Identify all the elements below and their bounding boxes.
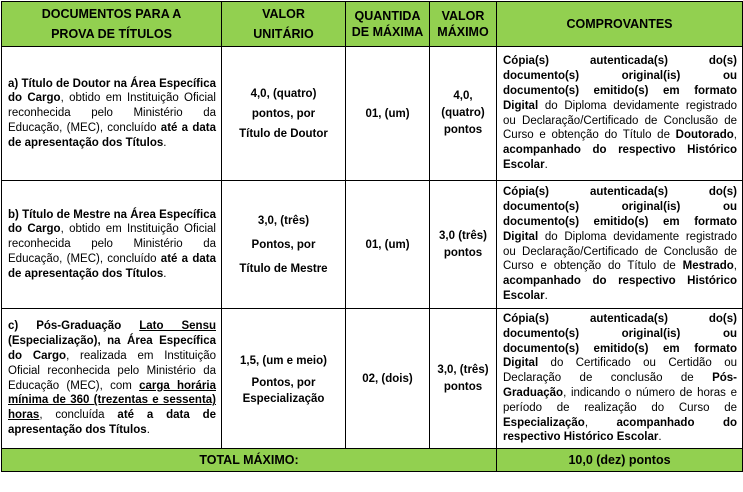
header-row bbox=[2, 2, 743, 47]
header-documents-line2: PROVA DE TÍTULOS bbox=[51, 27, 172, 41]
max-value-cell bbox=[430, 47, 497, 181]
proof-copies: Cópia(s) autenticada(s) do(s) documento(s) original(is) ou documento(s) emitido(s) em formato Digital bbox=[503, 313, 737, 370]
doc-title: a) Título de Doutor na Área Específica do Cargo bbox=[8, 77, 216, 105]
header-unit-value-line1: VALOR bbox=[262, 7, 305, 21]
proof-cell bbox=[497, 47, 743, 181]
proof-cell bbox=[497, 309, 743, 449]
unit-value-cell bbox=[222, 309, 346, 449]
unit-value-line3: Título de Doutor bbox=[239, 127, 328, 140]
max-value-line2: (quatro) bbox=[441, 107, 485, 119]
doc-end: . bbox=[163, 267, 167, 280]
doc-cell bbox=[2, 47, 222, 181]
header-unit-value bbox=[222, 2, 346, 47]
proof-copies: Cópia(s) autenticada(s) do(s) documento(s) original(is) ou documento(s) emitido(s) em formato Digital bbox=[503, 186, 737, 243]
table-row bbox=[2, 181, 743, 309]
max-value-cell bbox=[430, 309, 497, 449]
unit-value-line1: 3,0, (três) bbox=[257, 214, 310, 227]
header-max-value bbox=[430, 2, 497, 47]
proof-degree: Doutorado bbox=[675, 129, 734, 142]
doc-deadline: até a data de apresentação dos Títulos bbox=[8, 252, 216, 280]
proof-text: do Diploma devidamente registrado ou Declaração/Certificado de Conclusão de Curso e obtenção do Título de bbox=[503, 230, 737, 273]
doc-text: , obtido em Instituição Oficial reconhecida pelo Ministério da Educação, (MEC), concluído bbox=[8, 92, 216, 134]
unit-value-cell bbox=[222, 47, 346, 181]
unit-value-line3: Especialização bbox=[242, 392, 325, 405]
unit-value-cell bbox=[222, 181, 346, 309]
doc-deadline: até a data de apresentação dos Títulos bbox=[8, 409, 216, 436]
max-value-line2: pontos bbox=[443, 380, 483, 393]
max-value-cell bbox=[430, 181, 497, 309]
titles-table bbox=[1, 1, 743, 472]
proof-sep: , bbox=[733, 129, 737, 142]
proof-specialization: Especialização bbox=[503, 416, 585, 429]
quantity-cell: 02, (dois) bbox=[346, 309, 430, 449]
proof-end: . bbox=[658, 431, 662, 444]
header-documents bbox=[2, 2, 222, 47]
unit-value-line2: Pontos, por bbox=[251, 376, 316, 389]
proof-end: . bbox=[544, 158, 548, 171]
proof-text: do Diploma devidamente registrado ou Declaração/Certificado de Conclusão de Curso e obtenção do Título de bbox=[503, 99, 737, 142]
doc-workload: carga horária mínima de 360 (trezentas e sessenta) horas bbox=[8, 379, 216, 422]
doc-cell bbox=[2, 309, 222, 449]
proof-degree: Mestrado bbox=[682, 260, 734, 273]
proof-postgrad: Pós-Graduação bbox=[503, 372, 737, 399]
doc-end: . bbox=[146, 423, 150, 436]
unit-value-line1: 4,0, (quatro) bbox=[250, 87, 317, 100]
proof-hours: , indicando o número de horas e período de realização do Curso de bbox=[503, 386, 737, 414]
proof-sep: , bbox=[733, 260, 737, 273]
header-max-quantity-line2: DE MÁXIMA bbox=[351, 25, 424, 39]
proof-copies: Cópia(s) autenticada(s) do(s) documento(s) original(is) ou documento(s) emitido(s) em formato Digital bbox=[503, 55, 737, 112]
unit-value-line1: 1,5, (um e meio) bbox=[240, 354, 327, 367]
quantity-cell: 01, (um) bbox=[346, 47, 430, 181]
doc-concluded: , concluída bbox=[39, 409, 118, 422]
header-proofs: COMPROVANTES bbox=[497, 2, 743, 47]
max-value-line1: 3,0 (três) bbox=[439, 229, 487, 242]
doc-deadline: até a data de apresentação dos Títulos bbox=[8, 121, 216, 149]
header-unit-value-line2: UNITÁRIO bbox=[253, 27, 314, 41]
table-row bbox=[2, 309, 743, 449]
header-documents-line1: DOCUMENTOS PARA A bbox=[41, 7, 182, 21]
header-max-value-line2: MÁXIMO bbox=[437, 25, 489, 39]
max-value-line1: 4,0, bbox=[453, 90, 473, 102]
proof-text: do Certificado ou Certidão ou Declaração de conclusão de bbox=[503, 357, 737, 385]
proof-transcript: acompanhado do respectivo Histórico Escolar bbox=[503, 275, 737, 302]
table-row bbox=[2, 47, 743, 181]
unit-value-line2: pontos, por bbox=[251, 107, 316, 120]
max-value-line2: pontos bbox=[443, 246, 483, 259]
total-label: TOTAL MÁXIMO: bbox=[2, 449, 497, 472]
proof-end: . bbox=[544, 289, 548, 302]
header-max-quantity-line1: QUANTIDA bbox=[354, 9, 421, 23]
doc-specialization: (Especialização), na Área Específica do Cargo bbox=[8, 335, 216, 362]
header-max-value-line1: VALOR bbox=[441, 9, 485, 23]
proof-transcript: acompanhado do respectivo Histórico Escolar bbox=[503, 144, 737, 171]
doc-lato-sensu: Lato Sensu bbox=[139, 320, 216, 333]
quantity-cell: 01, (um) bbox=[346, 181, 430, 309]
proof-cell bbox=[497, 181, 743, 309]
doc-text: , obtido em Instituição Oficial reconhecida pelo Ministério da Educação, (MEC), concluído bbox=[8, 223, 216, 265]
unit-value-line2: Pontos, por bbox=[251, 238, 316, 251]
proof-sep: , bbox=[584, 416, 617, 429]
unit-value-line3: Título de Mestre bbox=[239, 262, 328, 275]
total-value: 10,0 (dez) pontos bbox=[497, 449, 743, 472]
doc-title: b) Título de Mestre na Área Específica do Cargo bbox=[8, 208, 216, 236]
doc-end: . bbox=[163, 136, 167, 149]
total-row bbox=[2, 449, 743, 472]
header-max-quantity bbox=[346, 2, 430, 47]
doc-text: , realizada em Instituição Oficial reconhecida pelo Ministério da Educação (MEC), com bbox=[8, 349, 216, 392]
max-value-line3: pontos bbox=[443, 124, 483, 136]
doc-cell bbox=[2, 181, 222, 309]
max-value-line1: 3,0, (três) bbox=[437, 363, 489, 376]
proof-transcript: acompanhado do respectivo Histórico Escolar bbox=[503, 416, 738, 444]
doc-title: c) Pós-Graduação bbox=[8, 320, 140, 333]
